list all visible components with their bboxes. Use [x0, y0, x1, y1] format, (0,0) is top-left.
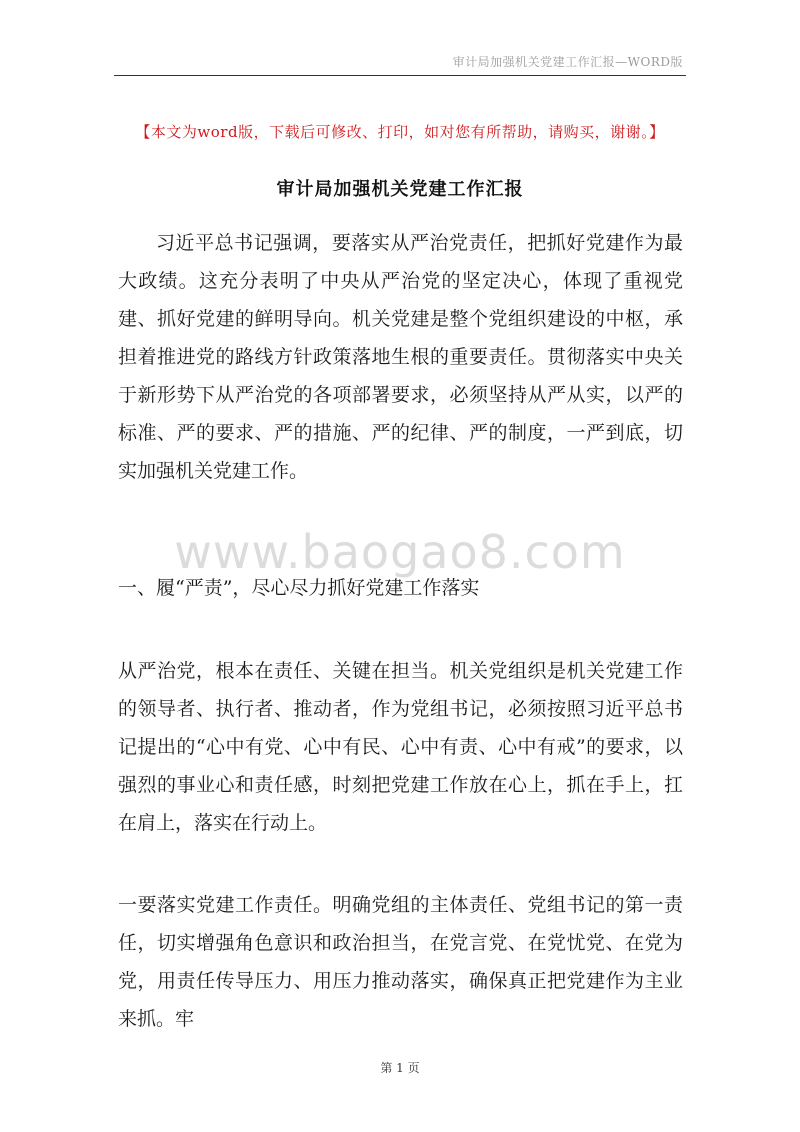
intro-paragraph: 习近平总书记强调，要落实从严治党责任，把抓好党建作为最大政绩。这充分表明了中央从严治党的坚定决心，体现了重视党建、抓好党建的鲜明导向。机关党建是整个党组织建设的中枢，承担着推进党的路线方针政策落地生根的重要责任。贯彻落实中央关于新形势下从严治党的各项部署要求，必须坚持从严从实，以严的标准、严的要求、严的措施、严的纪律、严的制度，一严到底，切实加强机关党建工作。 — [118, 232, 683, 482]
purchase-notice: 【本文为word版，下载后可修改、打印，如对您有所帮助，请购买，谢谢。】 — [135, 123, 665, 141]
watermark: www.baogao8.com — [174, 525, 626, 579]
page-number: 第 1 页 — [380, 1061, 420, 1075]
document-title: 审计局加强机关党建工作汇报 — [276, 179, 524, 200]
body-paragraph: 一要落实党建工作责任。明确党组的主体责任、党组书记的第一责任，切实增强角色意识和政治担当，在党言党、在党忧党、在党为党，用责任传导压力、用压力推动落实，确保真正把党建作为主业来抓。牢 — [118, 894, 683, 1030]
body-paragraph: 从严治党，根本在责任、关键在担当。机关党组织是机关党建工作的领导者、执行者、推动者，作为党组书记，必须按照习近平总书记提出的“心中有党、心中有民、心中有责、心中有戒”的要求，以强烈的事业心和责任感，时刻把党建工作放在心上，抓在手上，扛在肩上，落实在行动上。 — [118, 660, 683, 834]
header-divider — [114, 75, 686, 76]
running-header-title: 审计局加强机关党建工作汇报—WORD版 — [452, 55, 683, 69]
section-heading: 一、履“严责”，尽心尽力抓好党建工作落实 — [118, 577, 480, 599]
